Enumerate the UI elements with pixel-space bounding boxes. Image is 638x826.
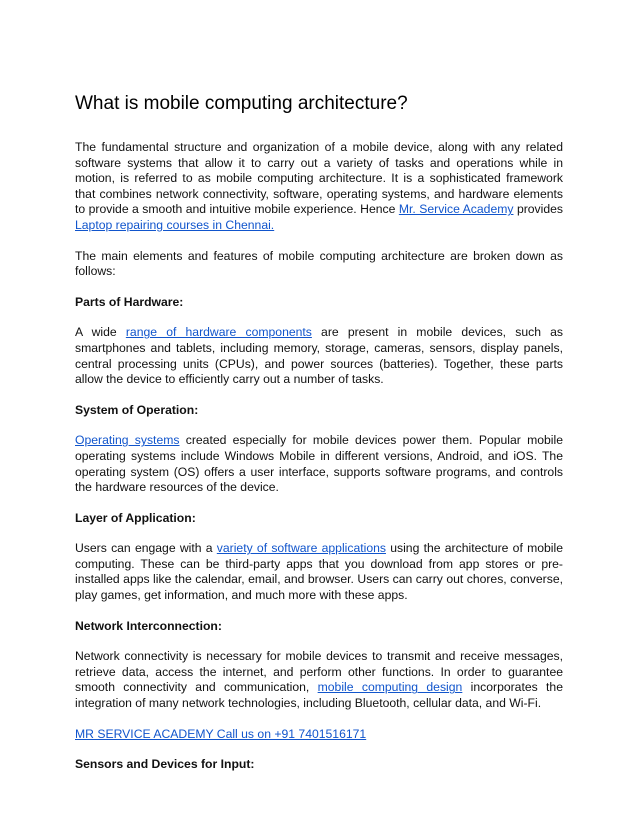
- document-body: [75, 92, 563, 788]
- application-text-post: using the architecture of mobile computing. These can be third-party apps that you download from app stores or pre-installed apps like the calendar, email, and browser. Users can carry out chores, converse, play games, get information, and much more with these apps.: [75, 541, 563, 603]
- hardware-components-link[interactable]: range of hardware components: [125, 325, 312, 340]
- page-title: What is mobile computing architecture?: [75, 93, 408, 114]
- application-paragraph: [75, 541, 563, 603]
- intro-paragraph: [75, 140, 563, 234]
- mobile-computing-design-link[interactable]: mobile computing design: [317, 680, 463, 695]
- intro-text-2: provides: [513, 202, 564, 217]
- hardware-heading: Parts of Hardware:: [75, 294, 184, 309]
- sensors-heading: Sensors and Devices for Input:: [75, 757, 255, 772]
- application-text-pre: Users can engage with a: [75, 541, 217, 556]
- network-paragraph: [75, 649, 563, 711]
- software-applications-link[interactable]: variety of software applications: [216, 541, 386, 556]
- os-text-post: created especially for mobile devices power them. Popular mobile operating systems include Windows Mobile in different versions, Android, and iOS. The operating system (OS) offers a user interface, supports software programs, and controls the hardware resources of the device.: [75, 433, 563, 495]
- operating-systems-link[interactable]: Operating systems: [75, 433, 180, 448]
- network-heading: Network Interconnection:: [75, 618, 222, 633]
- hardware-paragraph: [75, 325, 563, 387]
- application-heading: Layer of Application:: [75, 510, 196, 525]
- overview-paragraph: The main elements and features of mobile computing architecture are broken down as follows:: [75, 248, 563, 279]
- os-heading: System of Operation:: [75, 402, 199, 417]
- intro-text-1: The fundamental structure and organization of a mobile device, along with any related software systems that allow it to carry out a variety of tasks and operations while in motion, is referred to as mobile computing architecture. It is a sophisticated framework that combines network connectivity, software, operating systems, and hardware elements to provide a smooth and intuitive mobile experience. Hence: [75, 140, 563, 217]
- call-us-link[interactable]: MR SERVICE ACADEMY Call us on +91 7401516171: [75, 726, 367, 741]
- cta-paragraph: [75, 727, 563, 743]
- laptop-repairing-courses-link[interactable]: Laptop repairing courses in Chennai.: [75, 217, 275, 232]
- hardware-text-post: are present in mobile devices, such as smartphones and tablets, including memory, storage, cameras, sensors, display panels, central processing units (CPUs), and power sources (batteries). Together, these parts allow the device to efficiently carry out a number of tasks.: [75, 325, 564, 387]
- network-text-post: incorporates the integration of many network technologies, including Bluetooth, cellular data, and Wi-Fi.: [75, 680, 563, 711]
- mr-service-academy-link[interactable]: Mr. Service Academy: [398, 202, 514, 217]
- os-paragraph: [75, 433, 563, 495]
- hardware-text-pre: A wide: [75, 325, 126, 340]
- network-text-pre: Network connectivity is necessary for mobile devices to transmit and receive messages, retrieve data, access the internet, and perform other functions. In order to guarantee smooth connectivity and communication,: [75, 649, 563, 695]
